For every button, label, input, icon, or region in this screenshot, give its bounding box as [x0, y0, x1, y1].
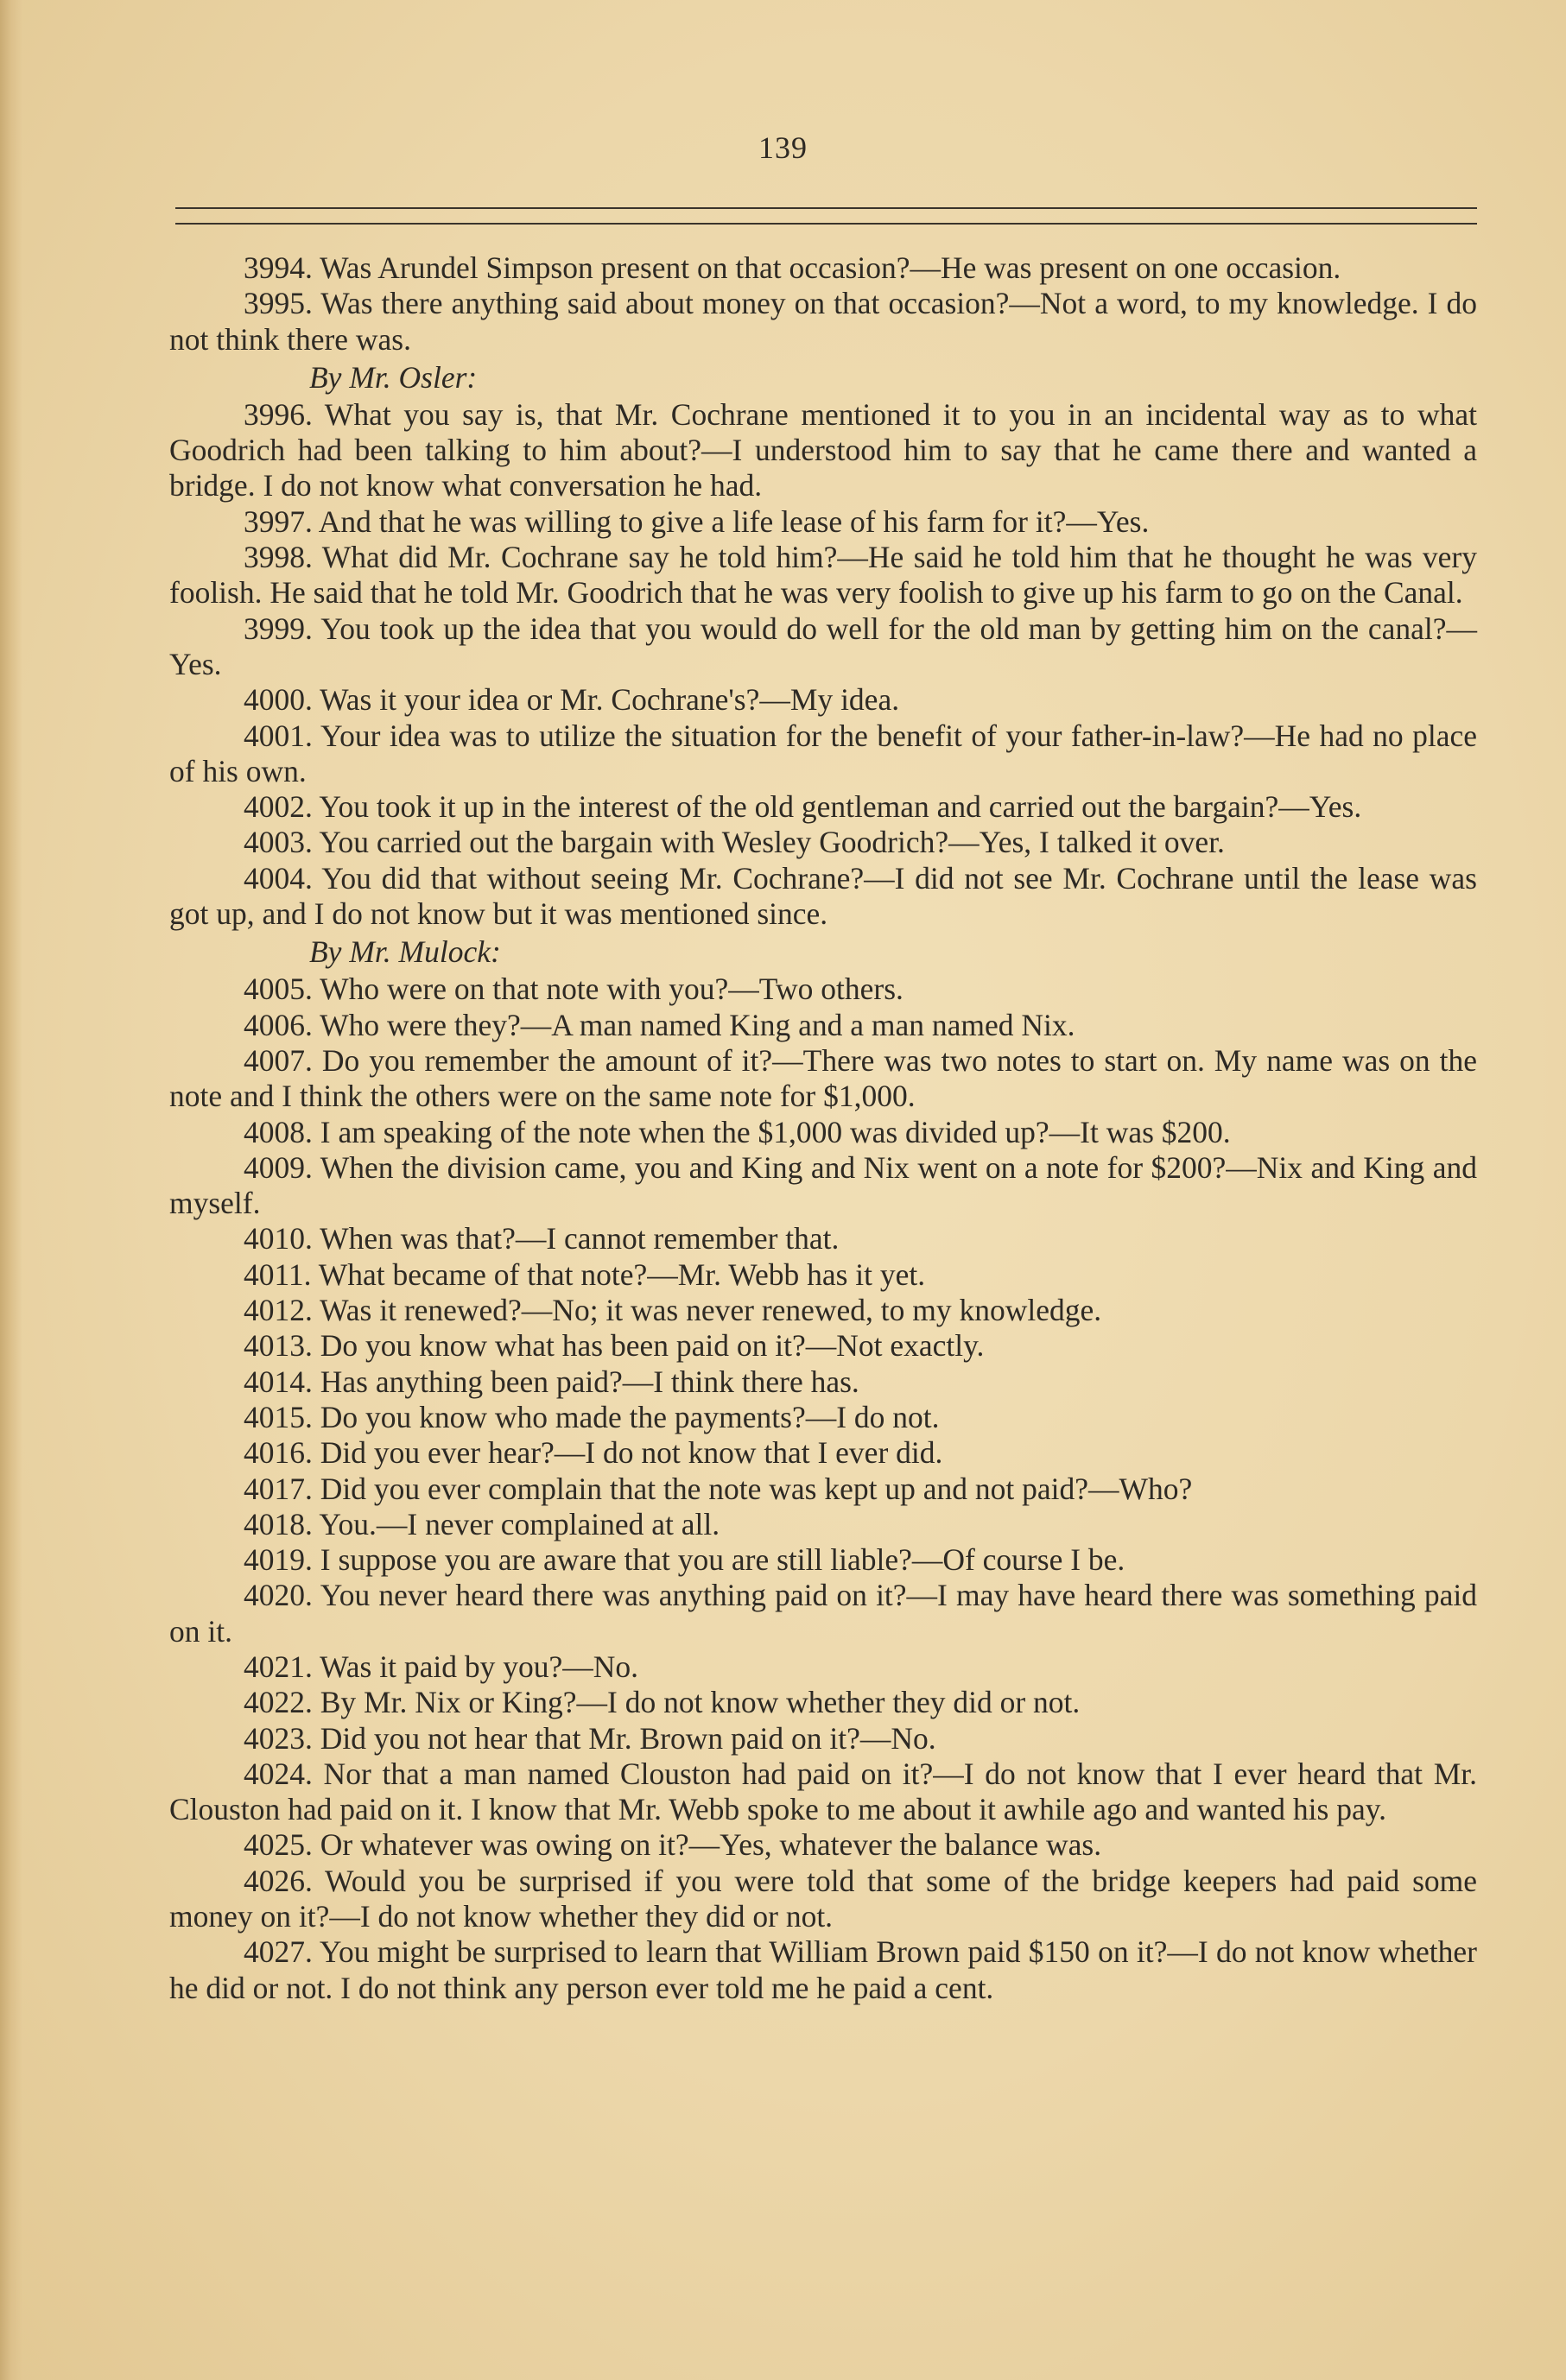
question-answer-paragraph: 4005. Who were on that note with you?—Two others.: [244, 972, 903, 1007]
question-answer-paragraph: 4016. Did you ever hear?—I do not know that I ever did.: [244, 1435, 943, 1471]
question-answer-paragraph: 3994. Was Arundel Simpson present on that occasion?—He was present on one occasion.: [244, 250, 1341, 285]
question-answer-paragraph: 4024. Nor that a man named Clouston had paid on it?—I do not know that I ever heard that Mr. Clouston had paid on it. I know that Mr. Webb spoke to me about it awhile ago and wanted his pay.: [169, 1756, 1477, 1827]
question-answer-paragraph: 4019. I suppose you are aware that you are still liable?—Of course I be.: [244, 1542, 1125, 1578]
header-rule-bottom: [175, 223, 1477, 225]
question-answer-paragraph: 4020. You never heard there was anything paid on it?—I may have heard there was something paid on it.: [169, 1578, 1477, 1649]
question-answer-paragraph: 4027. You might be surprised to learn that William Brown paid $150 on it?—I do not know whether he did or not. I do not think any person ever told me he paid a cent.: [169, 1934, 1477, 2005]
question-answer-paragraph: 4001. Your idea was to utilize the situation for the benefit of your father-in-law?—He had no place of his own.: [169, 718, 1477, 788]
examiner-heading: By Mr. Osler:: [309, 359, 478, 395]
header-rule-top: [175, 207, 1477, 209]
question-answer-paragraph: 4023. Did you not hear that Mr. Brown paid on it?—No.: [244, 1720, 936, 1756]
question-answer-paragraph: 4018. You.—I never complained at all.: [244, 1506, 720, 1541]
question-answer-paragraph: 4015. Do you know who made the payments?—I do not.: [244, 1399, 940, 1434]
question-answer-paragraph: 4008. I am speaking of the note when the $1,000 was divided up?—It was $200.: [244, 1114, 1231, 1149]
question-answer-paragraph: 4010. When was that?—I cannot remember that.: [244, 1221, 840, 1256]
question-answer-paragraph: 4012. Was it renewed?—No; it was never renewed, to my knowledge.: [244, 1293, 1102, 1328]
question-answer-paragraph: 3996. What you say is, that Mr. Cochrane mentioned it to you in an incidental way as to what Goodrich had been talking to him about?—I understood him to say that he came there and wanted a bridge. I do not know what conversation he had.: [169, 396, 1477, 503]
page-edge-shadow: [0, 0, 22, 2380]
question-answer-paragraph: 4025. Or whatever was owing on it?—Yes, whatever the balance was.: [244, 1827, 1102, 1863]
question-answer-paragraph: 4014. Has anything been paid?—I think there has.: [244, 1364, 859, 1399]
question-answer-paragraph: 3999. You took up the idea that you would do well for the old man by getting him on the canal?—Yes.: [169, 611, 1477, 681]
question-answer-paragraph: 4007. Do you remember the amount of it?—There was two notes to start on. My name was on the note and I think the others were on the same note for $1,000.: [169, 1042, 1477, 1114]
question-answer-paragraph: 4021. Was it paid by you?—No.: [244, 1649, 638, 1684]
question-answer-paragraph: 4004. You did that without seeing Mr. Cochrane?—I did not see Mr. Cochrane until the lease was got up, and I do not know but it was mentioned since.: [169, 860, 1477, 932]
question-answer-paragraph: 4009. When the division came, you and King and Nix went on a note for $200?—Nix and King and myself.: [169, 1149, 1477, 1221]
question-answer-paragraph: 3997. And that he was willing to give a life lease of his farm for it?—Yes.: [244, 503, 1150, 539]
page-number: 139: [758, 130, 808, 165]
question-answer-paragraph: 4002. You took it up in the interest of the old gentleman and carried out the bargain?—Yes.: [244, 789, 1362, 825]
question-answer-paragraph: 4013. Do you know what has been paid on it?—Not exactly.: [244, 1328, 985, 1364]
question-answer-paragraph: 4006. Who were they?—A man named King and a man named Nix.: [244, 1007, 1075, 1042]
question-answer-paragraph: 4022. By Mr. Nix or King?—I do not know whether they did or not.: [244, 1685, 1081, 1720]
question-answer-paragraph: 3995. Was there anything said about money on that occasion?—Not a word, to my knowledge. I do not think there was.: [169, 286, 1477, 357]
question-answer-paragraph: 4011. What became of that note?—Mr. Webb has it yet.: [244, 1256, 926, 1292]
question-answer-paragraph: 4000. Was it your idea or Mr. Cochrane's?—My idea.: [244, 682, 900, 718]
question-answer-paragraph: 4003. You carried out the bargain with Wesley Goodrich?—Yes, I talked it over.: [244, 825, 1225, 860]
question-answer-paragraph: 4017. Did you ever complain that the note was kept up and not paid?—Who?: [244, 1471, 1193, 1506]
testimony-text: [169, 250, 1477, 2006]
question-answer-paragraph: 4026. Would you be surprised if you were told that some of the bridge keepers had paid some money on it?—I do not know whether they did or not.: [169, 1863, 1477, 1934]
examiner-heading: By Mr. Mulock:: [309, 934, 501, 970]
question-answer-paragraph: 3998. What did Mr. Cochrane say he told him?—He said he told him that he thought he was very foolish. He said that he told Mr. Goodrich that he was very foolish to give up his farm to go on the Canal.: [169, 540, 1477, 611]
